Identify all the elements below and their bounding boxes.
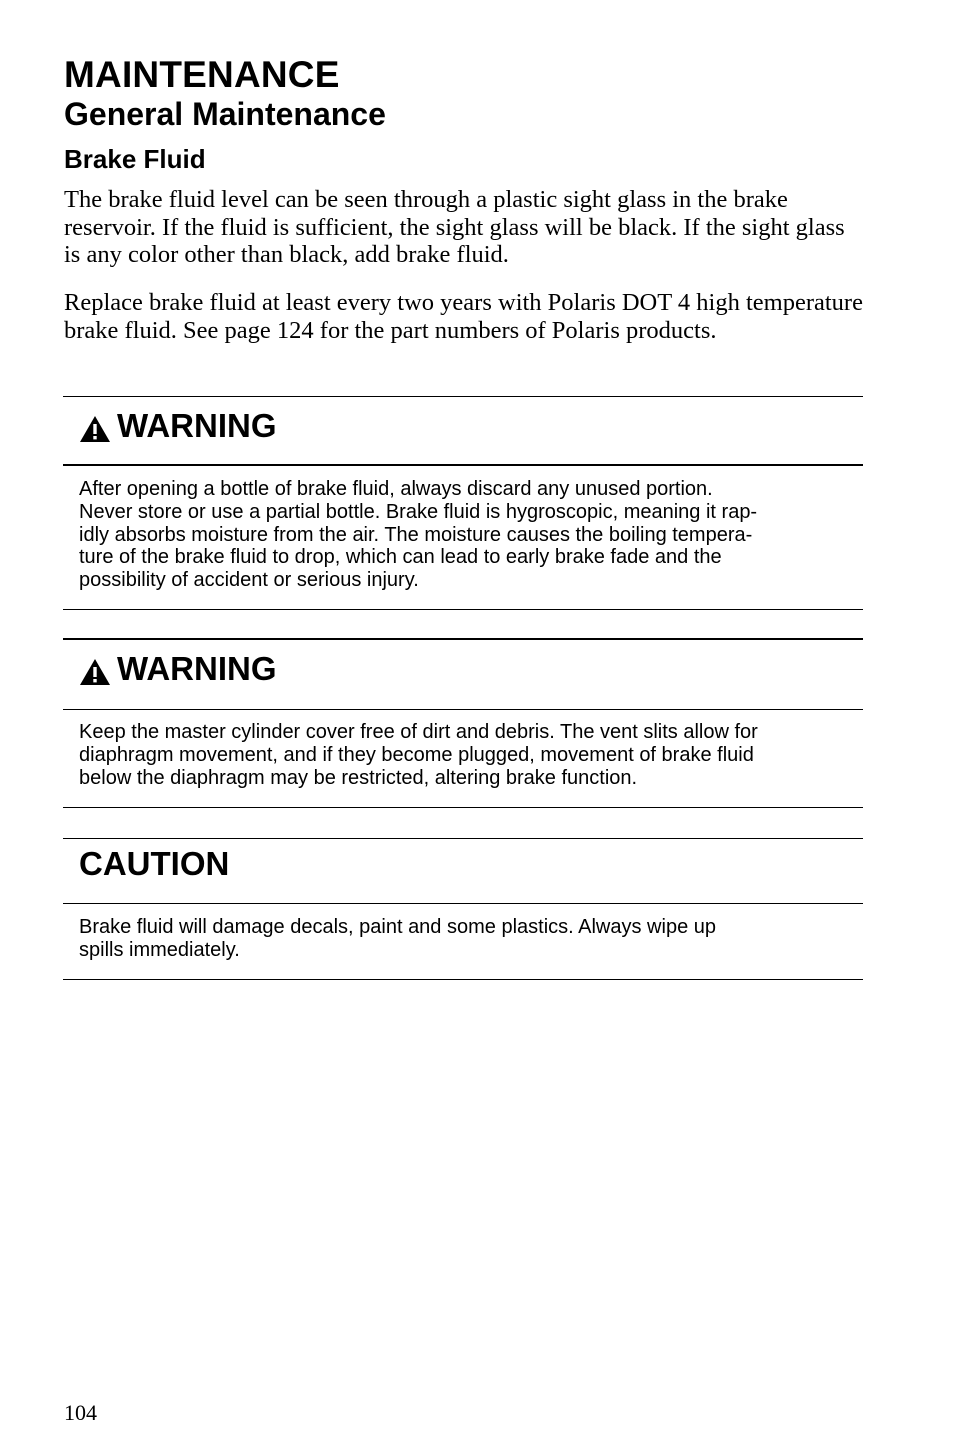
section-title: MAINTENANCE [64,54,340,95]
caution-heading [79,845,229,883]
body-paragraph-2: Replace brake fluid at least every two years with Polaris DOT 4 high temperature brake fluid. See page 124 for the part numbers of Polaris products. [64,289,863,344]
warning-1-line: Never store or use a partial bottle. Brake fluid is hygroscopic, meaning it rap- [79,500,758,523]
warning-2-text [79,721,855,789]
warning-1-line: idly absorbs moisture from the air. The moisture causes the boiling tempera- [79,523,753,546]
warning-2-line: below the diaphragm may be restricted, altering brake function. [79,766,638,789]
warning-triangle-icon [79,658,111,686]
caution-top-rule [63,838,863,839]
warning-2-heading [79,650,277,688]
warning-2-heading-rule [63,709,863,710]
warning-1-title: WARNING [117,407,277,444]
warning-1-line: After opening a bottle of brake fluid, always discard any unused portion. [79,478,713,500]
caution-text [79,916,855,962]
body-paragraph-1: The brake fluid level can be seen through a plastic sight glass in the brake reservoir. If the fluid is sufficient, the sight glass will be black. If the sight glass is any color other than black, add brake fluid. [64,186,845,268]
warning-1-line: possibility of accident or serious injury. [79,569,419,592]
subsection-title: General Maintenance [64,96,386,132]
caution-line: spills immediately. [79,938,240,961]
caution-line: Brake fluid will damage decals, paint and some plastics. Always wipe up [79,916,716,938]
warning-1-text [79,478,855,592]
warning-2-top-rule [63,638,863,640]
topic-title: Brake Fluid [64,144,206,174]
caution-heading-rule [63,903,863,904]
page-number: 104 [64,1400,97,1425]
warning-1-bottom-rule [63,609,863,610]
caution-bottom-rule [63,979,863,980]
warning-1-heading [79,407,277,445]
warning-2-line: Keep the master cylinder cover free of dirt and debris. The vent slits allow for [79,721,758,743]
warning-2-bottom-rule [63,807,863,808]
warning-triangle-icon [79,415,111,443]
caution-title: CAUTION [79,845,230,882]
warning-2-line: diaphragm movement, and if they become plugged, movement of brake fluid [79,743,754,766]
warning-1-line: ture of the brake fluid to drop, which can lead to early brake fade and the [79,546,722,569]
warning-2-title: WARNING [117,650,277,687]
warning-1-top-rule [63,396,863,397]
warning-1-heading-rule [63,464,863,466]
